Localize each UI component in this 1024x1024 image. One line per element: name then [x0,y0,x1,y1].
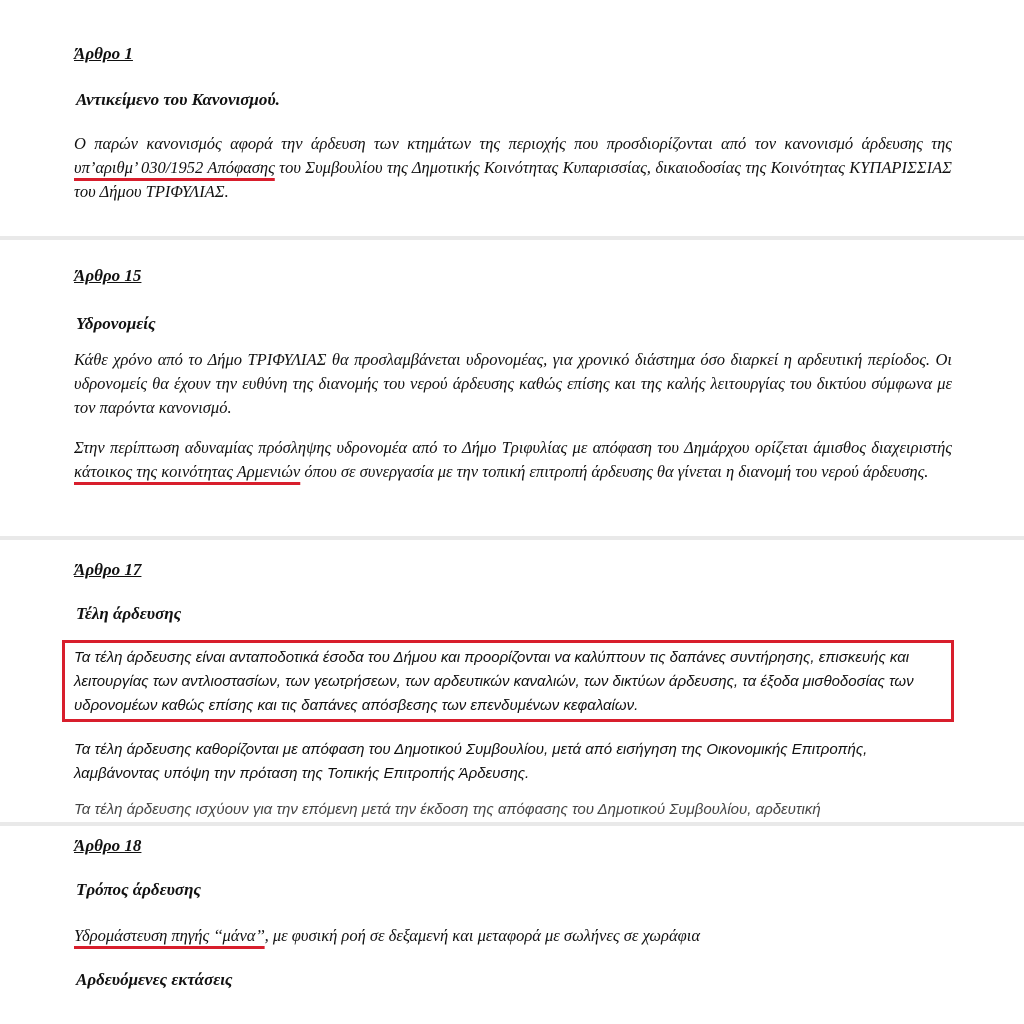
article-18-panel [0,826,1024,1024]
article-1-paragraph [74,132,952,204]
article-17-cut-off-line: Τα τέλη άρδευσης ισχύουν για την επόμενη μετά την έκδοση της απόφασης του Δημοτικού Συμβουλίου, αρδευτική [74,801,821,818]
article-18-subtitle-2: Αρδευόμενες εκτάσεις [76,970,233,989]
article-15-text-before: Στην περίπτωση αδυναμίας πρόσληψης υδρονομέα από το Δήμο Τριφυλίας με απόφαση του Δημάρχου ορίζεται άμισθος διαχειριστής [74,438,952,457]
article-1-subtitle: Αντικείμενο του Κανονισμού. [76,90,280,109]
article-17-subtitle: Τέλη άρδευσης [76,604,182,623]
article-15-panel [0,240,1024,536]
article-18-subtitle: Τρόπος άρδευσης [76,880,202,899]
article-15-highlighted-resident: κάτοικος της κοινότητας Αρμενιών [74,462,301,481]
article-15-paragraph-1: Κάθε χρόνο από το Δήμο ΤΡΙΦΥΛΙΑΣ θα προσλαμβάνεται υδρονομέας, για χρονικό διάστημα όσο διαρκεί η αρδευτική περίοδος. Οι υδρονομείς θα έχουν την ευθύνη της διανομής του νερού άρδευσης καθώς επίσης και της καλής λειτουργίας του δικτύου σύμφωνα με τον παρόντα κανονισμό. [74,350,952,417]
article-1-highlighted-reference: υπ’αριθμ’ 030/1952 Απόφασης [74,158,275,177]
article-17-paragraph-2: Τα τέλη άρδευσης καθορίζονται με απόφαση του Δημοτικού Συμβουλίου, μετά από εισήγηση της Οικονομικής Επιτροπής, λαμβάνοντας υπόψη την πρόταση της Τοπικής Επιτροπής Άρδευσης. [74,741,868,782]
article-18-paragraph [74,924,952,948]
article-15-subtitle: Υδρονομείς [76,314,156,333]
article-1-panel [0,0,1024,236]
article-17-heading: Άρθρο 17 [74,560,142,579]
article-18-text-after: , με φυσική ροή σε δεξαμενή και μεταφορά με σωλήνες σε χωράφια [264,926,700,945]
article-1-heading: Άρθρο 1 [74,44,133,63]
article-15-text-after: όπου σε συνεργασία με την τοπική επιτροπή άρδευσης θα γίνεται η διανομή του νερού άρδευσης. [300,462,929,481]
article-15-paragraph-2 [74,436,952,484]
article-1-text-after: του Συμβουλίου της Δημοτικής Κοινότητας Κυπαρισσίας, δικαιοδοσίας της Κοινότητας ΚΥΠΑΡΙΣΣΙΑΣ του Δήμου ΤΡΙΦΥΛΙΑΣ. [74,158,952,201]
article-17-panel [0,540,1024,822]
article-1-text-before: Ο παρών κανονισμός αφορά την άρδευση των κτημάτων της περιοχής που προσδιορίζονται από τον κανονισμό άρδευσης της [74,134,952,153]
article-18-highlighted-source: Υδρομάστευση πηγής ‘‘μάνα’’ [74,926,265,945]
article-15-heading: Άρθρο 15 [74,266,142,285]
article-18-heading: Άρθρο 18 [74,836,142,855]
article-17-boxed-paragraph: Τα τέλη άρδευσης είναι ανταποδοτικά έσοδα του Δήμου και προορίζονται να καλύπτουν τις δαπάνες συντήρησης, επισκευής και λειτουργίας των αντλιοστασίων, των γεωτρήσεων, των αρδευτικών καναλιών, των δικτύων άρδευσης, τα έξοδα μισθοδοσίας των υδρονομέων καθώς επίσης και τις δαπάνες απόσβεσης των επενδυμένων κεφαλαίων. [74,649,914,714]
